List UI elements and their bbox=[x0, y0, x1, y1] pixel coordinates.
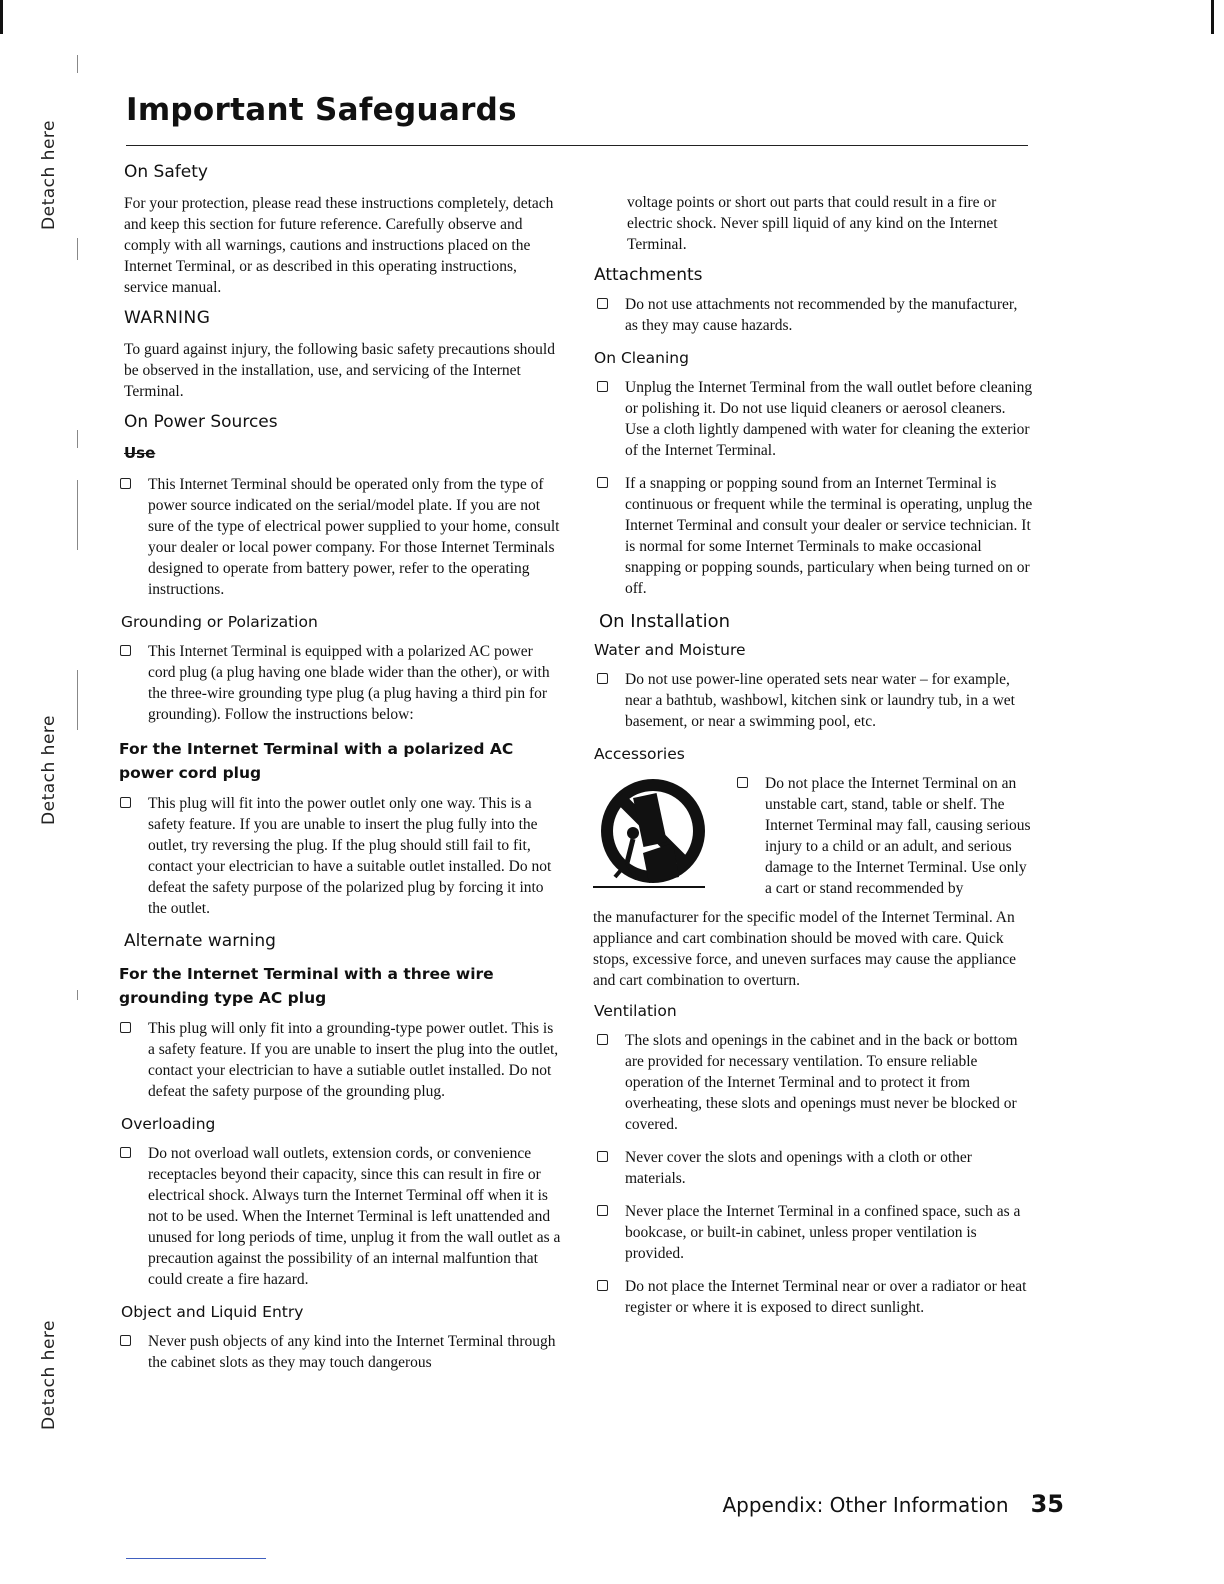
overloading-heading: Overloading bbox=[121, 1115, 216, 1133]
list-item: Do not place the Internet Terminal on an unstable cart, stand, table or shelf. The Internet Terminal may fall, causing serious injury to a child or an adult, and serious damage to the Internet Terminal. Use only a cart or stand recommended by bbox=[733, 773, 1033, 899]
list-item: This plug will fit into the power outlet only one way. This is a safety feature. If you are unable to insert the plug fully into the outlet, try reversing the plug. If the plug should still fail to fit, contact your electrician to have a suitable outlet installed. Do not defeat the safety purpose of the polarized plug by forcing it into the outlet. bbox=[116, 793, 561, 919]
checkbox-icon bbox=[597, 1205, 608, 1216]
checkbox-icon bbox=[120, 645, 131, 656]
installation-heading: On Installation bbox=[599, 611, 730, 632]
perforation-mark bbox=[77, 670, 78, 730]
water-moisture-heading: Water and Moisture bbox=[594, 641, 746, 659]
list-item: Never place the Internet Terminal in a confined space, such as a bookcase, or built-in cabinet, unless proper ventilation is provided. bbox=[593, 1201, 1033, 1264]
cleaning-heading: On Cleaning bbox=[594, 349, 689, 367]
page-footer bbox=[722, 1490, 1064, 1518]
list-item: This Internet Terminal should be operated only from the type of power source indicated on the serial/model plate. If you are not sure of the type of electrical power supplied to your home, consult your dealer or local power company. For those Internet Terminals designed to operate from battery power, refer to the operating instructions. bbox=[116, 474, 561, 600]
page-number: 35 bbox=[1030, 1490, 1064, 1518]
right-column bbox=[593, 190, 1033, 1330]
bottom-rule bbox=[126, 1558, 266, 1559]
list-item: Do not overload wall outlets, extension cords, or convenience receptacles beyond their capacity, since this can result in fire or electrical shock. Always turn the Internet Terminal off when it is not to be used. When the Internet Terminal is left unattended and unused for long periods of time, unplug it from the wall outlet as a precaution against the possibility of an internal malfuntion that could create a fire hazard. bbox=[116, 1143, 561, 1290]
perforation-mark bbox=[77, 55, 78, 73]
checkbox-icon bbox=[737, 777, 748, 788]
attachments-list bbox=[593, 294, 1033, 336]
overloading-list bbox=[116, 1143, 561, 1290]
object-liquid-continuation: voltage points or short out parts that could result in a fire or electric shock. Never spill liquid of any kind on the Internet Terminal. bbox=[627, 194, 998, 253]
checkbox-icon bbox=[597, 1151, 608, 1162]
scan-edge-mark-right bbox=[1211, 0, 1214, 34]
checkbox-icon bbox=[597, 673, 608, 684]
water-moisture-list bbox=[593, 669, 1033, 732]
list-item: Never push objects of any kind into the Internet Terminal through the cabinet slots as they may touch dangerous bbox=[116, 1331, 561, 1373]
accessories-heading: Accessories bbox=[594, 745, 685, 763]
list-item: Unplug the Internet Terminal from the wall outlet before cleaning or polishing it. Do not use liquid cleaners or aerosol cleaners. Use a cloth lightly dampened with water for cleaning the exterior of the Internet Terminal. bbox=[593, 377, 1033, 461]
list-item: Do not use attachments not recommended by the manufacturer, as they may cause hazards. bbox=[593, 294, 1033, 336]
power-sources-heading: On Power Sources bbox=[124, 412, 278, 432]
checkbox-icon bbox=[597, 1034, 608, 1045]
list-item: Never cover the slots and openings with a cloth or other materials. bbox=[593, 1147, 1033, 1189]
attachments-heading: Attachments bbox=[594, 265, 703, 285]
perforation-mark bbox=[77, 990, 78, 1000]
title-divider bbox=[126, 145, 1028, 146]
cleaning-list bbox=[593, 377, 1033, 599]
checkbox-icon bbox=[597, 381, 608, 392]
cart-tip-over-warning-icon bbox=[593, 773, 733, 903]
checkbox-icon bbox=[120, 1022, 131, 1033]
scan-edge-mark-left bbox=[0, 0, 3, 34]
checkbox-icon bbox=[120, 1147, 131, 1158]
warning-text: To guard against injury, the following basic safety precautions should be observed in the installation, use, and servicing of the Internet Terminal. bbox=[124, 341, 555, 400]
checkbox-icon bbox=[597, 1280, 608, 1291]
on-safety-text: For your protection, please read these instructions completely, detach and keep this section for future reference. Carefully observe and comply with all warnings, cautions and instructions placed on the Internet Terminal, or as described in this operating instructions, service manual. bbox=[124, 195, 554, 296]
on-safety-heading: On Safety bbox=[124, 162, 208, 182]
accessories-continuation: the manufacturer for the specific model of the Internet Terminal. An appliance and cart combination should be moved with care. Quick stops, excessive force, and uneven surfaces may cause the appliance and cart combination to overturn. bbox=[593, 909, 1017, 989]
grounding-heading: Grounding or Polarization bbox=[121, 613, 318, 631]
list-item: This plug will only fit into a grounding-type power outlet. This is a safety feature. If you are unable to insert the plug into the outlet, contact your electrician to have a sutiable outlet installed. Do not defeat the safety purpose of the grounding plug. bbox=[116, 1018, 561, 1102]
detach-label-middle: Detach here bbox=[39, 715, 59, 825]
polarized-list bbox=[116, 793, 561, 919]
three-wire-list bbox=[116, 1018, 561, 1102]
checkbox-icon bbox=[120, 797, 131, 808]
detach-label-bottom: Detach here bbox=[39, 1320, 59, 1430]
list-item: This Internet Terminal is equipped with a polarized AC power cord plug (a plug having one blade wider than the other), or with the three-wire grounding type plug (a plug having a third pin for grounding). Follow the instructions below: bbox=[116, 641, 561, 725]
checkbox-icon bbox=[120, 1335, 131, 1346]
struck-label: Use bbox=[124, 444, 156, 462]
object-liquid-list bbox=[116, 1331, 561, 1373]
checkbox-icon bbox=[597, 298, 608, 309]
warning-heading: WARNING bbox=[124, 308, 211, 328]
perforation-mark bbox=[77, 238, 78, 260]
page-title: Important Safeguards bbox=[126, 92, 517, 128]
three-wire-heading: For the Internet Terminal with a three wire grounding type AC plug bbox=[119, 965, 494, 1007]
list-item: The slots and openings in the cabinet and in the back or bottom are provided for necessary ventilation. To ensure reliable operation of the Internet Terminal and to protect it from overheating, these slots and openings must never be blocked or covered. bbox=[593, 1030, 1033, 1135]
ventilation-heading: Ventilation bbox=[594, 1002, 677, 1020]
detach-label-top: Detach here bbox=[39, 120, 59, 230]
list-item: Do not use power-line operated sets near water – for example, near a bathtub, washbowl, kitchen sink or laundry tub, in a wet basement, or near a swimming pool, etc. bbox=[593, 669, 1033, 732]
grounding-list bbox=[116, 641, 561, 725]
alternate-warning-heading: Alternate warning bbox=[124, 931, 276, 951]
footer-section-title: Appendix: Other Information bbox=[722, 1493, 1009, 1517]
checkbox-icon bbox=[120, 478, 131, 489]
object-liquid-heading: Object and Liquid Entry bbox=[121, 1303, 304, 1321]
list-item: Do not place the Internet Terminal near or over a radiator or heat register or where it is exposed to direct sunlight. bbox=[593, 1276, 1033, 1318]
power-sources-list bbox=[116, 474, 561, 600]
perforation-mark bbox=[77, 430, 78, 448]
left-column bbox=[116, 160, 561, 1385]
perforation-mark bbox=[77, 480, 78, 550]
polarized-heading: For the Internet Terminal with a polarized AC power cord plug bbox=[119, 740, 514, 782]
ventilation-list bbox=[593, 1030, 1033, 1318]
checkbox-icon bbox=[597, 477, 608, 488]
accessories-block bbox=[593, 773, 1033, 991]
list-item: If a snapping or popping sound from an Internet Terminal is continuous or frequent while the terminal is operating, unplug the Internet Terminal and consult your dealer or service technician. It is normal for some Internet Terminals to make occasional snapping or popping sounds, particulary when being turned on or off. bbox=[593, 473, 1033, 599]
